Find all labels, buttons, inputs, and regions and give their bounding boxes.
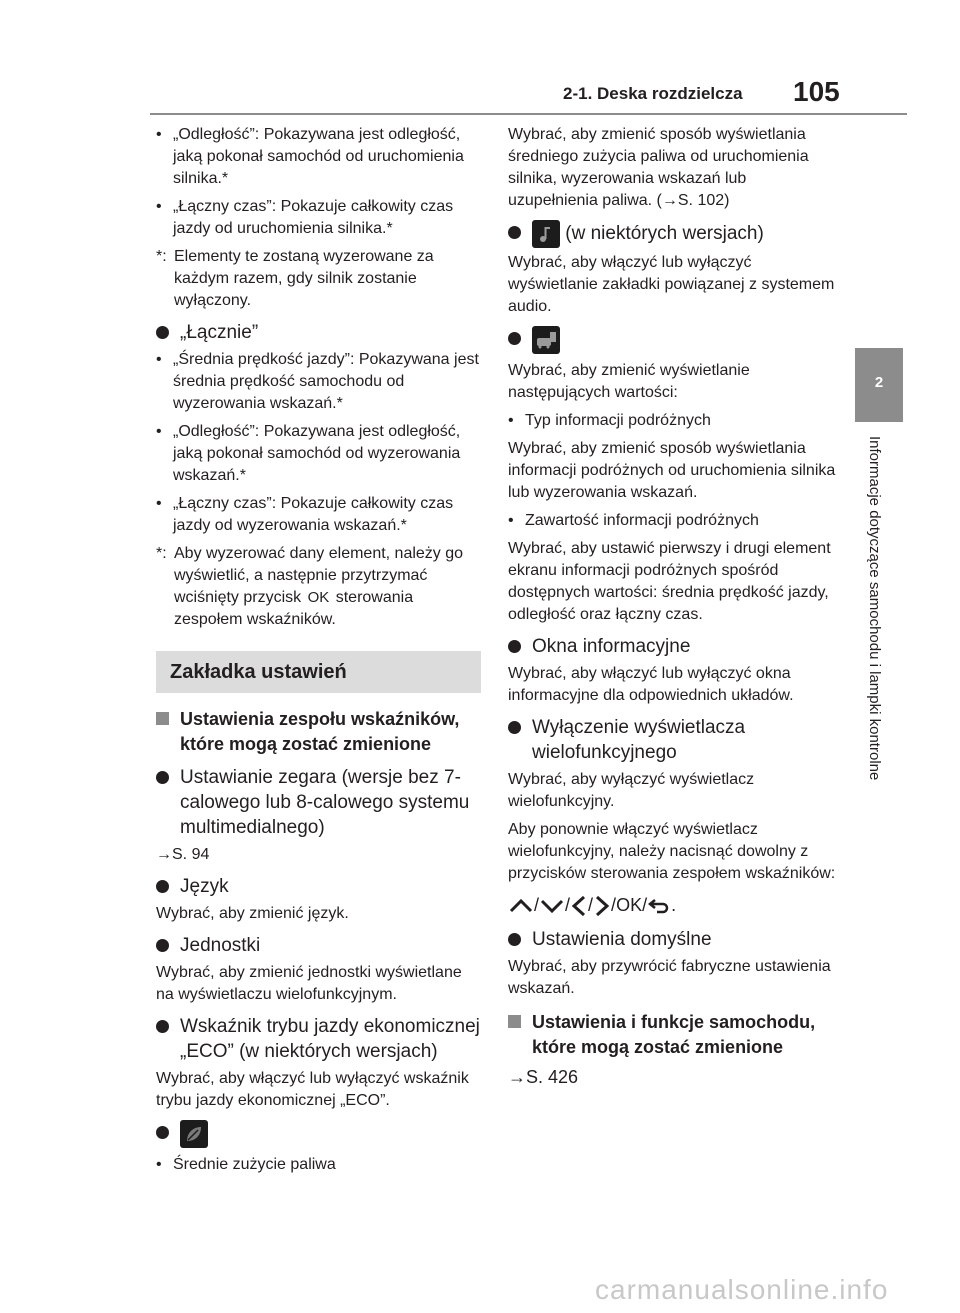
note-text: Elementy te zostaną wyzerowane za każdym razem, gdy silnik zostanie wyłączony. [174,248,434,309]
heading-jednostki: Jednostki [156,933,481,958]
text-audio: Wybrać, aby włączyć lub wyłączyć wyświetlanie zakładki powiązanej z systemem audio. [508,254,835,315]
bullet-dot-icon [156,1126,169,1139]
heading-eco: Wskaźnik trybu jazdy ekonomicznej „ECO” (w niektórych wersjach) [156,1014,481,1064]
heading-jezyk: Język [156,874,481,899]
bullet-dot-icon [508,332,521,345]
text-eco: Wybrać, aby włączyć lub wyłączyć wskaźnik trybu jazdy ekonomicznej „ECO”. [156,1070,469,1109]
text-nav: Wybrać, aby zmienić wyświetlanie następujących wartości: [508,362,750,401]
bullet-srednie-zuzycie: • Średnie zużycie paliwa [156,1154,481,1176]
heading-fuel-icon [156,1120,481,1150]
section-box-title: Zakładka ustawień [156,651,481,693]
right-arrow-icon [593,894,611,918]
ok-button-icon: OK [616,895,643,915]
square-bullet-icon [156,712,169,725]
bullet-odleglosc-2: • „Odległość”: Pokazywana jest odległość, jaką pokonał samochód od wyzerowania wskazań.* [156,421,481,487]
footnote [156,246,481,312]
bullet-dot-icon [156,939,169,952]
chapter-number: 2 [874,374,884,391]
down-arrow-icon [539,897,565,915]
bullet-odleglosc: • „Odległość”: Pokazywana jest odległość, jaką pokonał samochód od uruchomienia silnika.* [156,124,481,190]
text-domyslne: Wybrać, aby przywrócić fabryczne ustawienia wskazań. [508,958,831,997]
section-title: 2-1. Deska rozdzielcza [563,84,743,103]
bullet-typ-informacji: • Typ informacji podróżnych [508,410,838,432]
bullet-dot-icon [508,933,521,946]
car-info-icon [532,326,560,354]
page-ref-2: →S. 426 [508,1067,579,1087]
back-arrow-icon [647,896,671,916]
right-column [508,124,838,1094]
heading-lacznie: „Łącznie” [156,320,481,345]
button-list: / / / /OK/ . [508,891,838,919]
bullet-srednia-predkosc: • „Średnia prędkość jazdy”: Pokazywana jest średnia prędkość samochodu od wyzerowania wskazań.* [156,349,481,415]
heading-zegar: Ustawianie zegara (wersje bez 7-calowego lub 8-calowego systemu multimedialnego) [156,765,481,840]
left-arrow-icon [570,894,588,918]
subheading-samochod: Ustawienia i funkcje samochodu, które mogą zostać zmienione [508,1010,838,1060]
chapter-title: Informacje dotyczące samochodu i lampki kontrolne [866,436,883,781]
bullet-dot-icon [508,640,521,653]
text-jezyk: Wybrać, aby zmienić język. [156,905,349,922]
heading-okna: Okna informacyjne [508,634,838,659]
text-zawartosc: Wybrać, aby ustawić pierwszy i drugi element ekranu informacji podróżnych spośród dostępnych wartości: średnia prędkość jazdy, odległość oraz łączny czas. [508,540,831,623]
text-jednostki: Wybrać, aby zmienić jednostki wyświetlane na wyświetlaczu wielofunkcyjnym. [156,964,462,1003]
text-wylaczenie-2: Aby ponownie włączyć wyświetlacz wielofunkcyjny, należy nacisnąć dowolny z przycisków sterowania zespołem wskaźników: [508,821,836,882]
bullet-dot-icon [156,1020,169,1033]
text-zuzycie: Wybrać, aby zmienić sposób wyświetlania średniego zużycia paliwa od uruchomienia silnika, wyzerowania wskazań lub uzupełnienia paliwa. (→S. 102) [508,126,809,209]
heading-wylaczenie: Wyłączenie wyświetlacza wielofunkcyjnego [508,715,838,765]
left-column [156,124,481,1182]
up-arrow-icon [508,897,534,915]
text-typ: Wybrać, aby zmienić sposób wyświetlania informacji podróżnych od uruchomienia silnika lub wyzerowania wskazań. [508,440,836,501]
music-note-icon [532,220,560,248]
text-okna: Wybrać, aby włączyć lub wyłączyć okna informacyjne dla odpowiednich układów. [508,665,794,704]
subheading-zespol: Ustawienia zespołu wskaźników, które mogą zostać zmienione [156,707,481,757]
bullet-dot-icon [156,771,169,784]
bullet-dot-icon [156,880,169,893]
bullet-laczny-czas-2: • „Łączny czas”: Pokazuje całkowity czas jazdy od wyzerowania wskazań.* [156,493,481,537]
bullet-dot-icon [508,721,521,734]
heading-domyslne: Ustawienia domyślne [508,927,838,952]
bullet-dot-icon [156,326,169,339]
heading-audio: (w niektórych wersjach) [508,220,838,248]
footnote-2: *: Aby wyzerować dany element, należy go wyświetlić, a następnie przytrzymać wciśnięty przycisk OK sterowania zespołem wskaźników. [156,545,464,628]
bullet-dot-icon [508,226,521,239]
header-rule [150,113,907,115]
bullet-laczny-czas: • „Łączny czas”: Pokazuje całkowity czas jazdy od uruchomienia silnika.* [156,196,481,240]
bullet-zawartosc: • Zawartość informacji podróżnych [508,510,838,532]
square-bullet-icon [508,1015,521,1028]
ok-button-icon: OK [307,589,330,606]
page-ref: →S. 94 [156,846,210,863]
text-wylaczenie-1: Wybrać, aby wyłączyć wyświetlacz wielofunkcyjny. [508,771,755,810]
note-mark: *: [156,248,167,265]
note-mark: *: [156,545,167,562]
leaf-icon [180,1120,208,1148]
watermark: carmanualsonline.info [595,1274,889,1305]
page-number: 105 [793,76,840,107]
heading-nav-icon [508,326,838,356]
